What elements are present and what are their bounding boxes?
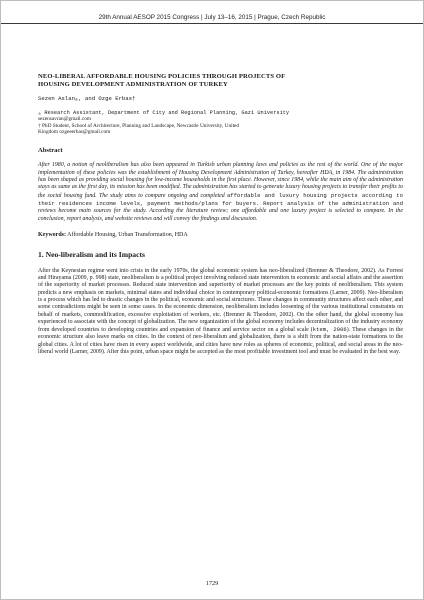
abstract-part-2: reviews become main sources for the study. According the literature review; one affordable and one luxury project is selected to compare. In the conclusion, report analysis, and website reviews and will convey the findings and discussion.: [38, 208, 403, 222]
title-line-2: HOUSING DEVELOPMENT ADMINISTRATION OF TURKEY: [38, 81, 228, 89]
keywords-label: Keywords:: [38, 231, 66, 238]
paper-content: [38, 73, 403, 356]
page-number: 1729: [205, 580, 219, 587]
abstract-text: [38, 162, 403, 222]
section-heading: 1. Neo-liberalism and its Impacts: [38, 249, 145, 259]
affiliation-1-email: sezensavran@gmail.com: [38, 116, 91, 123]
keywords-list: Affordable Housing, Urban Transformation, HDA: [67, 231, 188, 238]
affiliations: [38, 110, 403, 136]
paper-title: [38, 73, 403, 90]
abstract-part-mono: affordable and luxury housing projects according to their residences income levels, payment methods/plans for buyers. Report analysis of the administration and: [38, 191, 403, 207]
title-line-1: NEO-LIBERAL AFFORDABLE HOUSING POLICIES THROUGH PROJECTS OF: [38, 73, 286, 80]
affiliation-1: ₐ Research Assistant, Department of City and Regional Planning, Gazi University: [38, 109, 290, 116]
affiliation-2: † PhD Student, School of Architecture, Planning and Landscape, Newcastle University, United: [38, 122, 240, 129]
abstract-heading: Abstract: [38, 147, 63, 155]
affiliation-2-cont: Kingdom ozgeeerbas@gmail.com: [38, 129, 111, 136]
body-part-2: ). These changes in the economic structure also leave marks on cities. In the context of neo-liberalism and globalization, there is a shift from the nation-state formations to the global cities. A lot of cities have risen in every aspect worldwide, and cities have new roles as spheres of economic, political, and social areas in the neo-liberal world (Larner, 2009). After this point, urban space might be accepted as the most profitable investment tool and must be evaluated in the best way.: [38, 327, 403, 356]
keywords-line: [38, 232, 403, 238]
author-list: Sezen Aslanₐ, and Ozge Erbas†: [38, 94, 136, 102]
section-body: [38, 268, 403, 357]
running-header: 29th Annual AESOP 2015 Congress | July 13–16, 2015 | Prague, Czech Republic: [98, 14, 326, 21]
header-rule: [1, 23, 423, 24]
body-part-mono: ktem, 2006: [312, 326, 347, 334]
abstract-part-1: After 1980, a notion of neoliberalism has also been appeared in Turkish urban planning laws and policies as the rest of the world. One of the major implementation of these policies was the establishment of Housing Development Administration of Turkey, hereafter HDA, in 1984. The administration has been shaped as providing social housing for low-income households in the first place. However, since 1984, while the main aim of the administration stays as same as the first day, its mission has been modified. The administration has started to generate luxury housing projects to transfer their profits to the social housing fund. The study aims to compare ongoing and completed: [38, 162, 403, 199]
body-part-1: After the Keynesian regime went into crisis in the early 1970s, the global economic system has neo-liberalized (Brenner & Theodore, 2002). As Forrest and Hirayama (2009, p. 998) state, neoliberalism is a political project involving reduced state intervention in economic and social affairs and the assertion of the superiority of market processes. Reduced state intervention and superiority of market processes are the key points of neoliberalism. This system predicts a new emphasis on markets, minimal states and individual choice in contemporary political-economic formations (Larner, 2009). Neo-liberalism is a process which has led to drastic changes in the political, economic and social structures. These changes in community structures affect each other, and some contradictions might be seen in some cases. In the economic dimension, neoliberalism includes loosening of the various institutional constraints on behalf of markets, commodification, excessive exploitation of workers, etc. (Brenner & Theodore, 2002). On the other hand, the global economy has experienced to associate with the concept of globalization. The new organization of the global economy includes decentralization of the industry economy from developed countries to developing countries and expansion of finance and service sector on a global scale (: [38, 267, 403, 334]
